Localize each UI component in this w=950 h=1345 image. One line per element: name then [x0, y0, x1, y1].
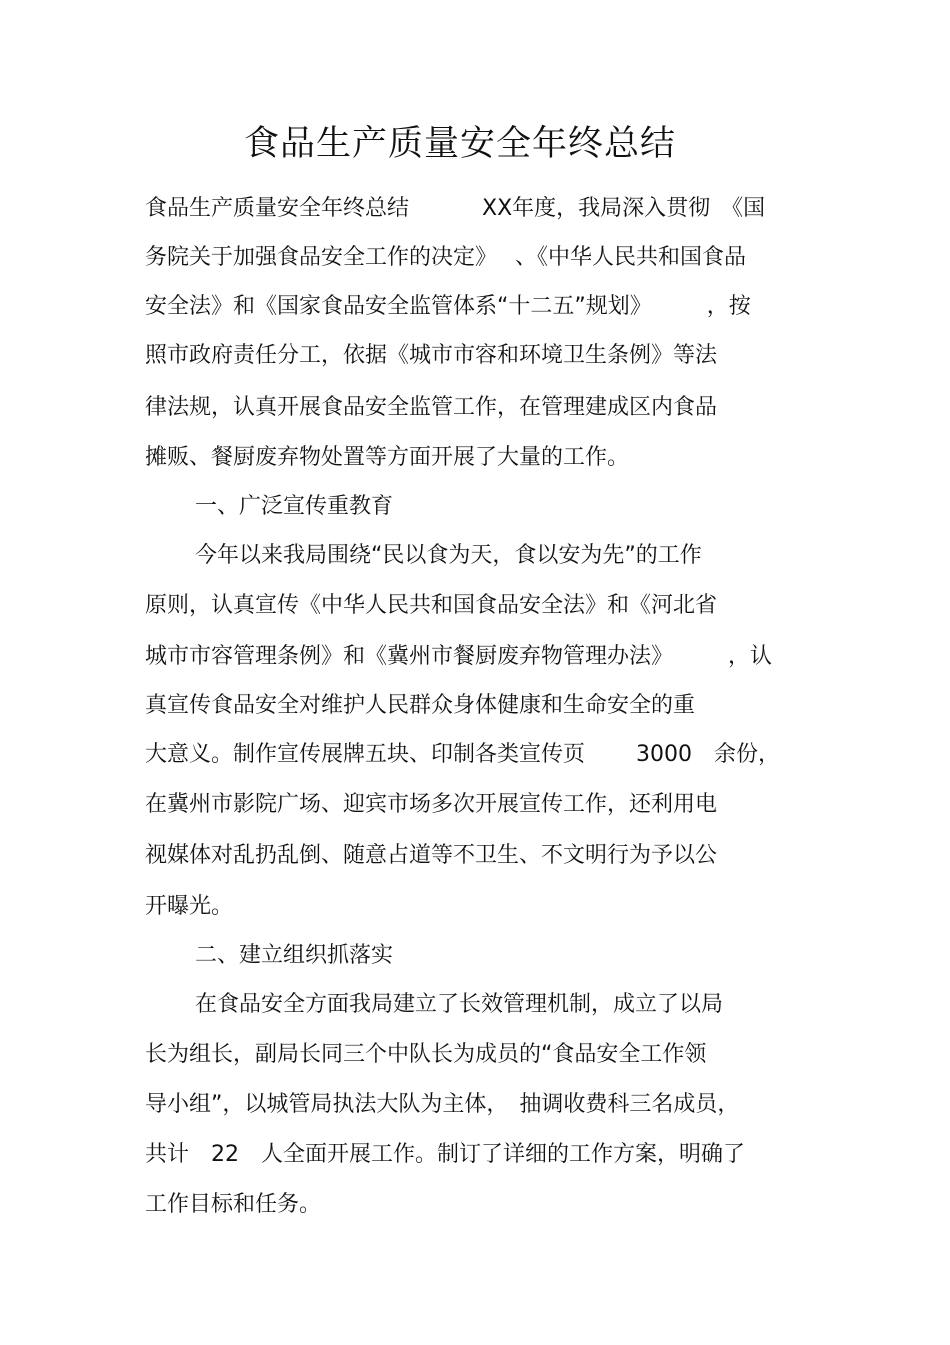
body-line: 视媒体对乱扔乱倒、随意占道等不卫生、不文明行为予以公 — [145, 843, 718, 868]
body-line: 今年以来我局围绕“民以食为天，食以安为先”的工作 — [195, 543, 702, 568]
body-line: 律法规，认真开展食品安全监管工作，在管理建成区内食品 — [145, 395, 718, 420]
section-heading: 二、建立组织抓落实 — [195, 943, 394, 968]
body-line: 长为组长，副局长同三个中队长为成员的“食品安全工作领 — [145, 1042, 707, 1067]
document-title: 食品生产质量安全年终总结 — [243, 124, 676, 164]
section-heading: 一、广泛宣传重教育 — [195, 494, 394, 519]
body-line: 在冀州市影院广场、迎宾市场多次开展宣传工作，还利用电 — [145, 792, 718, 817]
body-line: 摊贩、餐厨废弃物处置等方面开展了大量的工作。 — [145, 445, 630, 470]
body-line: 务院关于加强食品安全工作的决定》 、《中华人民共和国食品 — [145, 245, 746, 270]
body-line: 工作目标和任务。 — [145, 1192, 322, 1217]
body-line: 共计 22 人全面开展工作。制订了详细的工作方案，明确了 — [145, 1142, 745, 1167]
body-line: 城市市容管理条例》和《冀州市餐厨废弃物管理办法》 ，认 — [145, 644, 773, 669]
body-line: 照市政府责任分工，依据《城市市容和环境卫生条例》等法 — [145, 343, 718, 368]
body-line: 真宣传食品安全对维护人民群众身体健康和生命安全的重 — [145, 693, 696, 718]
body-line: 安全法》和《国家食品安全监管体系“十二五”规划》 ，按 — [145, 294, 751, 319]
body-line: 食品生产质量安全年终总结 XX年度，我局深入贯彻 《国 — [145, 196, 766, 221]
body-line: 导小组”，以城管局执法大队为主体， 抽调收费科三名成员， — [145, 1092, 740, 1117]
body-line: 在食品安全方面我局建立了长效管理机制，成立了以局 — [195, 992, 724, 1017]
body-line: 开曝光。 — [145, 894, 234, 919]
body-line: 大意义。制作宣传展牌五块、印制各类宣传页 3000 余份， — [145, 742, 780, 767]
body-line: 原则，认真宣传《中华人民共和国食品安全法》和《河北省 — [145, 593, 718, 618]
